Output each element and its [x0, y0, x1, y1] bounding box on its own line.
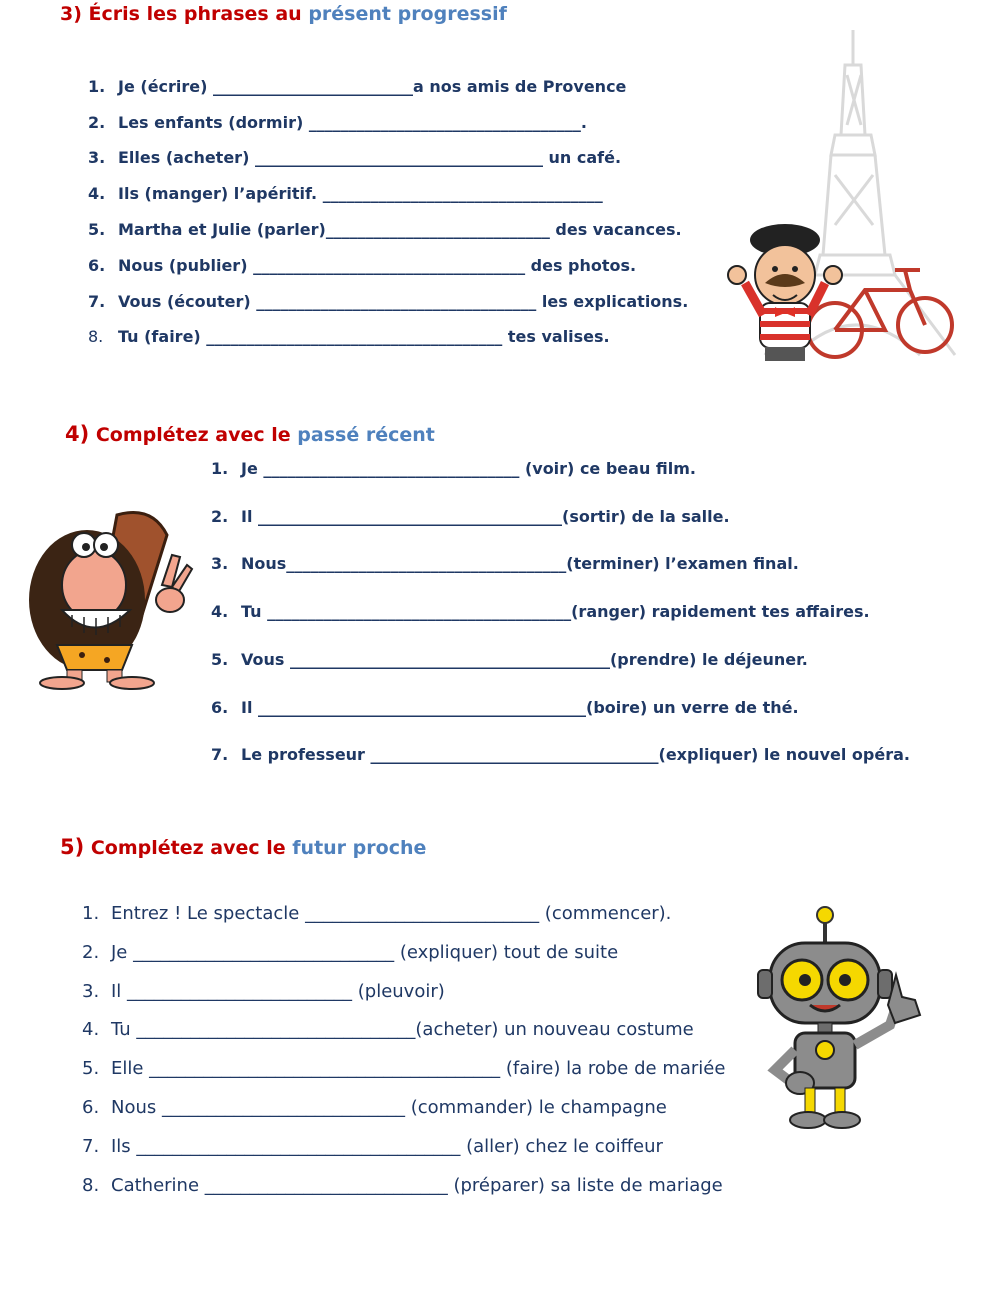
list-item: 6. Nous (publier) __________________________________ des photos.	[88, 256, 637, 275]
item-text: Nous___________________________________(terminer) l’examen final.	[241, 554, 799, 573]
item-text: Tu ______________________________________(ranger) rapidement tes affaires.	[241, 602, 870, 621]
section-5-heading-red: Complétez avec le	[90, 837, 286, 859]
list-item: 2. Je _____________________________ (expliquer) tout de suite	[82, 942, 619, 963]
item-text: Tu (faire) _____________________________________ tes valises.	[118, 327, 610, 346]
section-5-heading-blue: futur proche	[292, 837, 427, 859]
item-text: Tu _______________________________(acheter) un nouveau costume	[111, 1019, 694, 1040]
item-text: Je ________________________________ (voir) ce beau film.	[241, 459, 696, 478]
item-text: Je _____________________________ (expliquer) tout de suite	[111, 942, 619, 963]
list-item: 8. Tu (faire) _____________________________________ tes valises.	[88, 327, 610, 346]
list-item: 8. Catherine ___________________________ (préparer) sa liste de mariage	[82, 1175, 723, 1196]
section-4-title	[65, 422, 435, 446]
list-item: 5. Elle _______________________________________ (faire) la robe de mariée	[82, 1058, 726, 1079]
item-text: Ils ____________________________________ (aller) chez le coiffeur	[111, 1136, 663, 1157]
section-4-heading-blue: passé récent	[297, 424, 435, 446]
item-text: Elle _______________________________________ (faire) la robe de mariée	[111, 1058, 726, 1079]
list-item: 7. Le professeur ____________________________________(expliquer) le nouvel opéra.	[211, 745, 910, 764]
list-item: 3. Nous___________________________________(terminer) l’examen final.	[211, 554, 799, 573]
list-item: 2. Il ______________________________________(sortir) de la salle.	[211, 507, 730, 526]
item-text: Nous ___________________________ (commander) le champagne	[111, 1097, 667, 1118]
list-item: 6. Nous ___________________________ (commander) le champagne	[82, 1097, 667, 1118]
list-item: 6. Il _________________________________________(boire) un verre de thé.	[211, 698, 799, 717]
list-item: 1. Entrez ! Le spectacle __________________________ (commencer).	[82, 903, 672, 924]
section-5-number: 5)	[60, 835, 85, 859]
list-item: 1. Je ________________________________ (voir) ce beau film.	[211, 459, 696, 478]
item-text: Les enfants (dormir) __________________________________.	[118, 113, 587, 132]
item-text: Il ______________________________________(sortir) de la salle.	[241, 507, 730, 526]
robot-icon	[758, 907, 920, 1128]
robot-illustration	[750, 905, 940, 1135]
caveman-illustration	[22, 505, 202, 690]
caveman-icon	[29, 513, 192, 690]
list-item: 4. Tu _______________________________(acheter) un nouveau costume	[82, 1019, 694, 1040]
list-item: 5. Martha et Julie (parler)____________________________ des vacances.	[88, 220, 682, 239]
list-item: 3. Elles (acheter) ____________________________________ un café.	[88, 148, 622, 167]
section-3-heading-blue: présent progressif	[308, 3, 507, 25]
frenchman-illustration	[725, 25, 965, 365]
item-text: Le professeur ____________________________________(expliquer) le nouvel opéra.	[241, 745, 910, 764]
list-item: 4. Tu ______________________________________(ranger) rapidement tes affaires.	[211, 602, 870, 621]
item-text: Ils (manger) l’apéritif. ___________________________________	[118, 184, 603, 203]
item-text: Martha et Julie (parler)____________________________ des vacances.	[118, 220, 682, 239]
list-item: 1. Je (écrire) _________________________a nos amis de Provence	[88, 77, 627, 96]
item-text: Il _________________________ (pleuvoir)	[111, 981, 445, 1002]
section-4-heading-red: Complétez avec le	[95, 424, 291, 446]
item-text: Vous ________________________________________(prendre) le déjeuner.	[241, 650, 808, 669]
section-5-title	[60, 835, 426, 859]
item-text: Catherine ___________________________ (préparer) sa liste de mariage	[111, 1175, 723, 1196]
section-3-title	[60, 3, 507, 25]
section-3-heading-red: Écris les phrases au	[88, 3, 302, 25]
list-item: 3. Il _________________________ (pleuvoir)	[82, 981, 445, 1002]
item-text: Entrez ! Le spectacle __________________________ (commencer).	[111, 903, 672, 924]
list-item: 2. Les enfants (dormir) __________________________________.	[88, 113, 587, 132]
list-item: 7. Vous (écouter) ___________________________________ les explications.	[88, 292, 689, 311]
item-text: Elles (acheter) ____________________________________ un café.	[118, 148, 622, 167]
list-item: 4. Ils (manger) l’apéritif. ___________________________________	[88, 184, 603, 203]
list-item: 7. Ils ____________________________________ (aller) chez le coiffeur	[82, 1136, 663, 1157]
item-text: Il _________________________________________(boire) un verre de thé.	[241, 698, 799, 717]
section-4-number: 4)	[65, 422, 90, 446]
list-item: 5. Vous ________________________________________(prendre) le déjeuner.	[211, 650, 808, 669]
item-text: Je (écrire) _________________________a nos amis de Provence	[118, 77, 627, 96]
item-text: Vous (écouter) ___________________________________ les explications.	[118, 292, 689, 311]
section-3-number: 3)	[60, 3, 82, 25]
item-text: Nous (publier) __________________________________ des photos.	[118, 256, 637, 275]
